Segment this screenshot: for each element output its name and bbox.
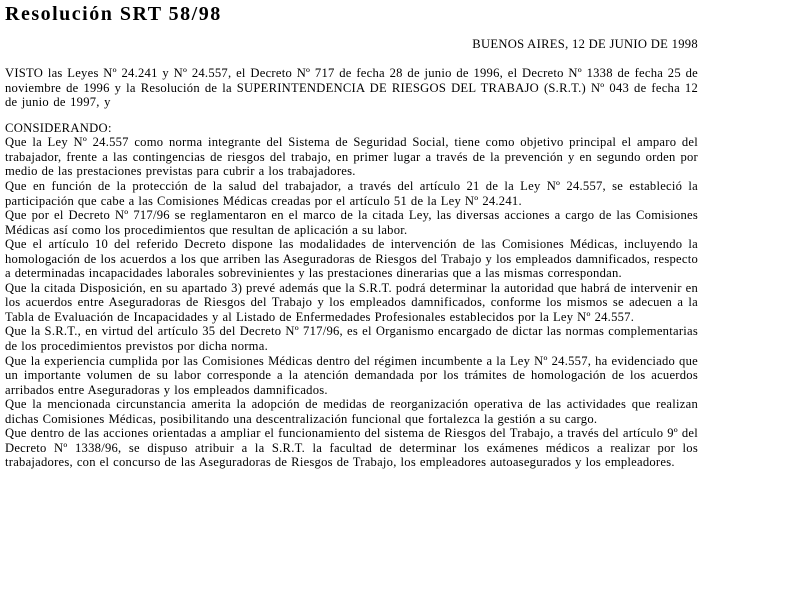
considerando-paragraph-9: Que dentro de las acciones orientadas a ampliar el funcionamiento del sistema de Riesgos del Trabajo, a través del artículo 9º del Decreto Nº 1338/96, se dispuso atribuir a la S.R.T. la facultad de determinar los exámenes médicos a realizar por los trabajadores, con el concurso de las Aseguradoras de Riesgos de Trabajo, los empleadores autoasegurados y los empleadores.	[5, 426, 698, 470]
considerando-paragraph-1: Que la Ley Nº 24.557 como norma integrante del Sistema de Seguridad Social, tiene como objetivo principal el amparo del trabajador, frente a las contingencias de riesgos del trabajo, en primer lugar a través de la prevención y en segundo orden por medio de las prestaciones previstas para cubrir a los trabajadores.	[5, 135, 698, 179]
document-title: Resolución SRT 58/98	[5, 3, 222, 25]
considerando-heading: CONSIDERANDO:	[5, 120, 112, 135]
date-line: BUENOS AIRES, 12 DE JUNIO DE 1998	[472, 37, 698, 51]
considerando-paragraph-7: Que la experiencia cumplida por las Comisiones Médicas dentro del régimen incumbente a la Ley Nº 24.557, ha evidenciado que un importante volumen de su labor corresponde a la atención demandada por los trámites de homologación de los acuerdos arribados entre Aseguradoras y los empleados damnificados.	[5, 353, 698, 397]
considerando-paragraph-5: Que la citada Disposición, en su apartado 3) prevé además que la S.R.T. podrá determinar la autoridad que habrá de intervenir en los acuerdos entre Aseguradoras de Riesgos del Trabajo y los empleados damnificados, conforme los mismos se adecuen a la Tabla de Evaluación de Incapacidades y al Listado de Enfermedades Profesionales establecidos por la Ley Nº 24.557.	[5, 280, 698, 324]
considerando-paragraph-4: Que el artículo 10 del referido Decreto dispone las modalidades de intervención de las Comisiones Médicas, incluyendo la homologación de los acuerdos a los que arriben las Aseguradoras de Riesgos del Trabajo y los empleados damnificados, respecto a determinadas incapacidades laborales sobrevinientes y las prestaciones dinerarias que a las mismas correspondan.	[5, 237, 698, 281]
considerando-paragraph-2: Que en función de la protección de la salud del trabajador, a través del artículo 21 de la Ley Nº 24.557, se estableció la participación que cabe a las Comisiones Médicas creadas por el artículo 51 de la Ley Nº 24.241.	[5, 179, 698, 208]
considerando-paragraph-8: Que la mencionada circunstancia amerita la adopción de medidas de reorganización operativa de las actividades que realizan dichas Comisiones Médicas, posibilitando una descentralización funcional que fortalezca la gestión a su cargo.	[5, 397, 698, 426]
considerando-paragraph-6: Que la S.R.T., en virtud del artículo 35 del Decreto Nº 717/96, es el Organismo encargado de dictar las normas complementarias de los procedimientos previstos por dicha norma.	[5, 324, 698, 354]
document-page	[5, 0, 698, 470]
visto-paragraph: VISTO las Leyes Nº 24.241 y Nº 24.557, el Decreto Nº 717 de fecha 28 de junio de 1996, el Decreto Nº 1338 de fecha 25 de noviembre de 1996 y la Resolución de la SUPERINTENDENCIA DE RIESGOS DEL TRABAJO (S.R.T.) Nº 043 de fecha 12 de junio de 1997, y	[5, 66, 698, 110]
considerando-paragraph-3: Que por el Decreto Nº 717/96 se reglamentaron en el marco de la citada Ley, las diversas acciones a cargo de las Comisiones Médicas así como los procedimientos que resultan de aplicación a su labor.	[5, 208, 698, 237]
